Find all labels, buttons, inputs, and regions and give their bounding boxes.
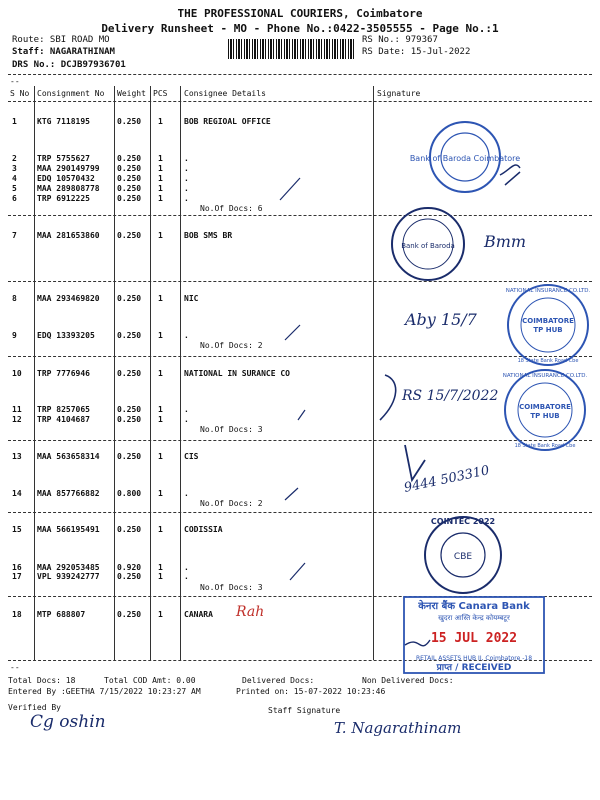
row-pcs: 1 [158, 415, 163, 424]
row-weight: 0.250 [117, 572, 142, 581]
row-consignment: MAA 289808778 [37, 184, 100, 193]
staff-handwritten-signature: T. Nagarathinam [334, 719, 462, 737]
signature-row10-stroke [380, 375, 396, 420]
row-weight: 0.250 [117, 415, 142, 424]
runsheet-subtitle: Delivery Runsheet - MO - Phone No.:0422-3505555 - Page No.:1 [101, 22, 499, 35]
tick-row12 [298, 410, 305, 420]
row-sno: 2 [12, 154, 17, 163]
verifier-signature: Cg oshin [30, 712, 106, 732]
row-consignment: TRP 4104687 [37, 415, 90, 424]
row-details: . [184, 563, 189, 572]
row-sno: 8 [12, 294, 17, 303]
bob-round-stamp-text: Bank of Baroda Coimbatore [409, 154, 521, 163]
doc-count-group-2: No.Of Docs: 2 [200, 341, 263, 350]
col-sno: S No [10, 89, 30, 98]
nic-stamp-2-line2: COIMBATORE [519, 403, 571, 411]
row-details: BOB SMS BR [184, 231, 233, 240]
row-pcs: 1 [158, 405, 163, 414]
row-weight: 0.250 [117, 369, 142, 378]
row-weight: 0.250 [117, 164, 142, 173]
canara-date: 15 JUL 2022 [430, 631, 518, 646]
row-consignment: MAA 293469820 [37, 294, 100, 303]
nic-stamp-1 [506, 285, 591, 365]
signature-row7: Bmm [484, 232, 527, 251]
row-sno: 10 [12, 369, 22, 378]
dash-marker: -- [10, 77, 20, 86]
row-weight: 0.250 [117, 194, 142, 203]
rs-date: RS Date: 15-Jul-2022 [362, 47, 471, 57]
row-sno: 9 [12, 331, 17, 340]
row-pcs: 1 [158, 331, 163, 340]
phone-number-row13: 9444 503310 [402, 463, 491, 496]
handwritten-name-row18: Rah [236, 604, 265, 620]
row-consignment: MAA 566195491 [37, 525, 100, 534]
cointec-stamp-mid: CBE [453, 552, 473, 562]
row-weight: 0.920 [117, 563, 142, 572]
row-consignment: TRP 7776946 [37, 369, 90, 378]
signature-row8: Aby 15/7 [405, 310, 477, 329]
total-cod: Total COD Amt: 0.00 [104, 676, 196, 685]
runsheet-title: THE PROFESSIONAL COURIERS, Coimbatore [177, 7, 423, 20]
signature-row10: RS 15/7/2022 [402, 388, 499, 404]
row-sno: 17 [12, 572, 22, 581]
row-details: NATIONAL IN SURANCE CO [184, 369, 290, 378]
tick-row14 [285, 488, 298, 500]
row-details: . [184, 415, 189, 424]
signature-row13 [405, 445, 425, 480]
row-consignment: TRP 8257065 [37, 405, 90, 414]
row-pcs: 1 [158, 369, 163, 378]
cointec-stamp-text: COINTEC 2022 [430, 517, 496, 526]
nic-stamp-1-line1: NATIONAL INSURANCE CO.LTD. [505, 288, 591, 294]
row-consignment: EDQ 13393205 [37, 331, 95, 340]
row-pcs: 1 [158, 174, 163, 183]
row-weight: 0.250 [117, 174, 142, 183]
row-details: . [184, 331, 189, 340]
row-details: . [184, 572, 189, 581]
row-sno: 6 [12, 194, 17, 203]
tick-row17 [290, 563, 305, 580]
drs-number: DRS No.: DCJB97936701 [12, 60, 126, 70]
row-weight: 0.250 [117, 294, 142, 303]
nic-stamp-2-line4: 18 State Bank Road Cbe [514, 443, 576, 449]
delivered-docs: Delivered Docs: [242, 676, 315, 685]
row-weight: 0.250 [117, 331, 142, 340]
canara-title: केनरा बैंक Canara Bank [418, 601, 530, 612]
bob-sms-stamp-text: Bank of Baroda [401, 242, 455, 250]
bob-round-stamp [410, 122, 520, 192]
row-sno: 1 [12, 117, 17, 126]
row-sno: 5 [12, 184, 17, 193]
row-details: CIS [184, 452, 199, 461]
row-consignment: MAA 563658314 [37, 452, 100, 461]
dash-marker-bottom: -- [10, 663, 20, 672]
doc-count-group-3: No.Of Docs: 3 [200, 425, 263, 434]
row-weight: 0.250 [117, 405, 142, 414]
row-pcs: 1 [158, 154, 163, 163]
row-pcs: 1 [158, 489, 163, 498]
route-label: Route: SBI ROAD MO [12, 35, 110, 45]
row-details: CODISSIA [184, 525, 223, 534]
nic-stamp-1-line2: COIMBATORE [522, 317, 574, 325]
row-pcs: 1 [158, 117, 163, 126]
row-consignment: MTP 688807 [37, 610, 86, 619]
row-weight: 0.250 [117, 452, 142, 461]
row-sno: 11 [12, 405, 22, 414]
nic-stamp-1-line4: 18 State Bank Road Cbe [517, 358, 579, 364]
canara-stamp [404, 597, 544, 673]
col-pcs: PCS [153, 89, 168, 98]
tick-row6 [280, 178, 300, 200]
row-details: BOB REGIOAL OFFICE [184, 117, 271, 126]
row-details: . [184, 154, 189, 163]
row-weight: 0.250 [117, 154, 142, 163]
row-sno: 12 [12, 415, 22, 424]
total-docs: Total Docs: 18 [8, 676, 76, 685]
row-weight: 0.250 [117, 525, 142, 534]
staff-label: Staff: NAGARATHINAM [12, 47, 115, 57]
non-delivered-docs: Non Delivered Docs: [362, 676, 454, 685]
doc-count-group-1: No.Of Docs: 6 [200, 204, 263, 213]
row-pcs: 1 [158, 164, 163, 173]
staff-signature-label: Staff Signature [268, 706, 341, 715]
row-details: . [184, 405, 189, 414]
cointec-stamp [425, 517, 501, 593]
entered-by: Entered By :GEETHA 7/15/2022 10:23:27 AM [8, 687, 201, 696]
row-weight: 0.250 [117, 610, 142, 619]
row-details: . [184, 164, 189, 173]
row-details: . [184, 489, 189, 498]
row-sno: 16 [12, 563, 22, 572]
nic-stamp-2-line3: TP HUB [530, 412, 560, 420]
row-pcs: 1 [158, 194, 163, 203]
bob-sms-stamp [392, 208, 464, 280]
row-sno: 18 [12, 610, 22, 619]
row-weight: 0.250 [117, 184, 142, 193]
canara-hindi: खुदरा आस्ति केन्द्र कोयम्बटूर [438, 614, 510, 622]
col-weight: Weight [117, 89, 146, 98]
row-details: CANARA [184, 610, 213, 619]
tick-row9 [285, 325, 300, 340]
nic-stamp-2 [503, 370, 588, 450]
row-pcs: 1 [158, 294, 163, 303]
row-sno: 15 [12, 525, 22, 534]
printed-on: Printed on: 15-07-2022 10:23:46 [236, 687, 386, 696]
col-consignment: Consignment No [37, 89, 105, 98]
nic-stamp-2-line1: NATIONAL INSURANCE CO.LTD. [502, 373, 588, 379]
row-consignment: VPL 939242777 [37, 572, 100, 581]
row-weight: 0.250 [117, 117, 142, 126]
row-consignment: TRP 6912225 [37, 194, 90, 203]
row-sno: 13 [12, 452, 22, 461]
doc-count-group-5: No.Of Docs: 3 [200, 583, 263, 592]
col-details: Consignee Details [184, 89, 266, 98]
nic-stamp-1-line3: TP HUB [533, 326, 563, 334]
signature-row18 [405, 640, 430, 646]
row-consignment: MAA 290149799 [37, 164, 100, 173]
row-pcs: 1 [158, 231, 163, 240]
row-consignment: EDQ 10570432 [37, 174, 95, 183]
row-pcs: 1 [158, 184, 163, 193]
row-sno: 7 [12, 231, 17, 240]
verified-by-label: Verified By [8, 703, 61, 712]
canara-received: प्राप्त / RECEIVED [436, 663, 512, 673]
row-sno: 14 [12, 489, 22, 498]
row-consignment: MAA 281653860 [37, 231, 100, 240]
row-sno: 3 [12, 164, 17, 173]
signature-row1 [500, 165, 520, 185]
canara-hub: RETAIL ASSETS HUB II, Coimbatore -18 [415, 655, 533, 662]
row-details: . [184, 174, 189, 183]
row-details: . [184, 194, 189, 203]
row-pcs: 1 [158, 572, 163, 581]
rs-number: RS No.: 979367 [362, 35, 438, 45]
doc-count-group-4: No.Of Docs: 2 [200, 499, 263, 508]
row-weight: 0.800 [117, 489, 142, 498]
row-consignment: KTG 7118195 [37, 117, 90, 126]
row-consignment: TRP 5755627 [37, 154, 90, 163]
col-signature: Signature [377, 89, 421, 98]
row-pcs: 1 [158, 610, 163, 619]
row-sno: 4 [12, 174, 17, 183]
row-pcs: 1 [158, 525, 163, 534]
row-weight: 0.250 [117, 231, 142, 240]
row-consignment: MAA 857766882 [37, 489, 100, 498]
row-pcs: 1 [158, 563, 163, 572]
row-pcs: 1 [158, 452, 163, 461]
row-consignment: MAA 292053485 [37, 563, 100, 572]
row-details: NIC [184, 294, 199, 303]
row-details: . [184, 184, 189, 193]
